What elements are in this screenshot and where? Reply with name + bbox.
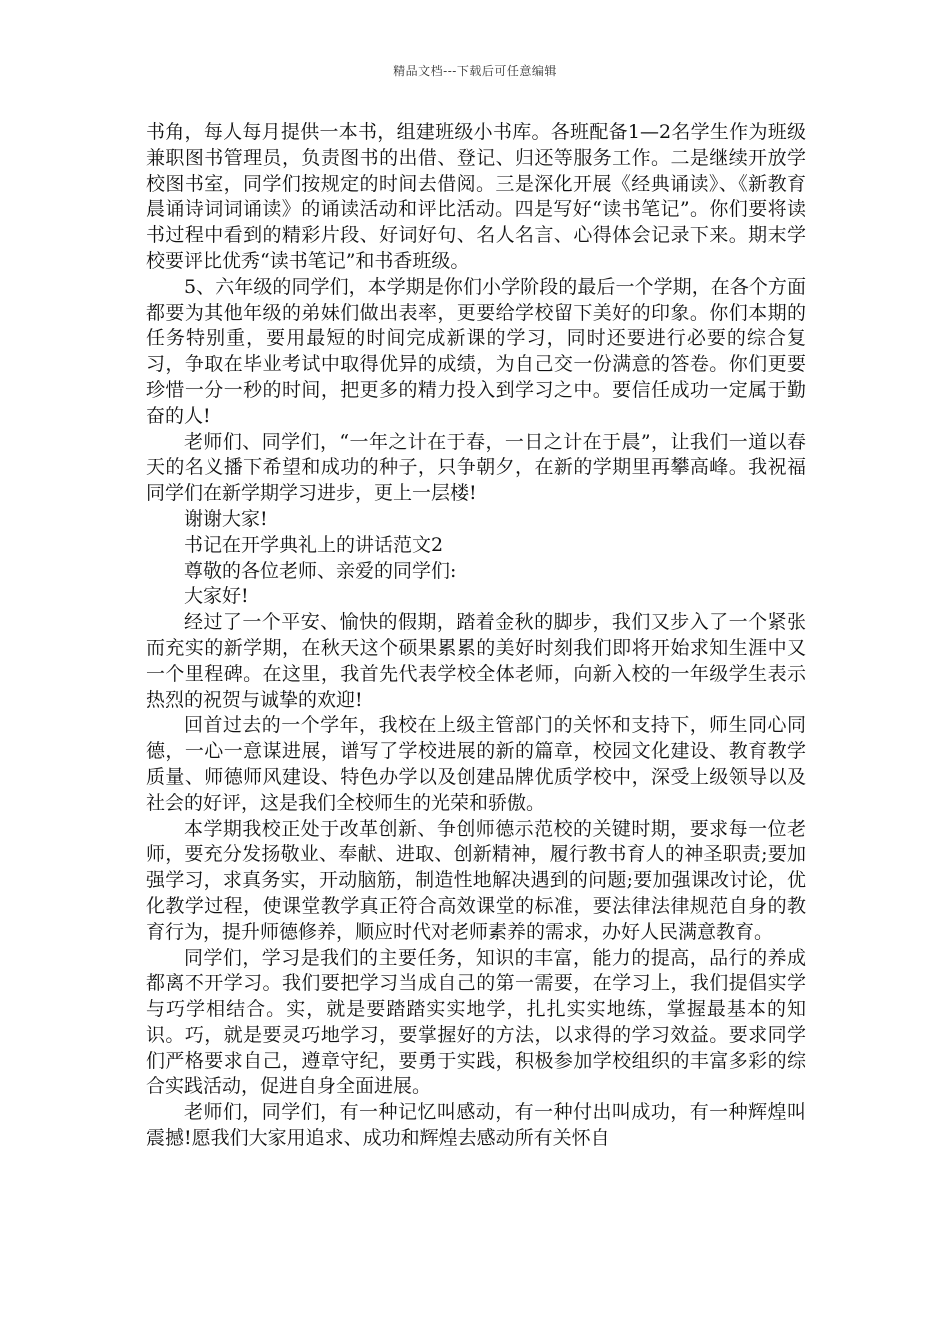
document-body (146, 120, 806, 1152)
page-header: 精品文档---下载后可任意编辑 (393, 64, 557, 78)
paragraph-final: 老师们，同学们，有一种记忆叫感动，有一种付出叫成功，有一种辉煌叫震撼!愿我们大家用追求、成功和辉煌去感动所有关怀自 (146, 1101, 806, 1150)
salutation: 尊敬的各位老师、亲爱的同学们: (184, 559, 457, 582)
paragraph-thanks: 谢谢大家! (184, 507, 268, 530)
paragraph-teachers: 本学期我校正处于改革创新、争创师德示范校的关键时期，要求每一位老师，要充分发扬敬业、奉献、进取、创新精神，履行教书育人的神圣职责;要加强学习，求真务实，开动脑筋，制造性地解决遇到的问题;要加强课改讨论，优化教学过程，使课堂教学真正符合高效课堂的标准，要法律法律规范自身的教育行为，提升师德修养，顺应时代对老师素养的需求，办好人民满意教育。 (146, 817, 806, 943)
greeting: 大家好! (184, 585, 249, 608)
paragraph-grade-six: 5、六年级的同学们，本学期是你们小学阶段的最后一个学期，在各个方面都要为其他年级的弟妹们做出表率，更要给学校留下美好的印象。你们本期的任务特别重，要用最短的时间完成新课的学习，同时还要进行必要的综合复习，争取在毕业考试中取得优异的成绩，为自己交一份满意的答卷。你们更要珍惜一分一秒的时间，把更多的精力投入到学习之中。要信任成功一定属于勤奋的人! (146, 275, 806, 427)
paragraph-welcome: 经过了一个平安、愉快的假期，踏着金秋的脚步，我们又步入了一个紧张而充实的新学期，在秋天这个硕果累累的美好时刻我们即将开始求知生涯中又一个里程碑。在这里，我首先代表学校全体老师，向新入校的一年级学生表示热烈的祝贺与诚挚的欢迎! (146, 611, 806, 711)
paragraph-students: 同学们，学习是我们的主要任务，知识的丰富，能力的提高，品行的养成都离不开学习。我们要把学习当成自己的第一需要，在学习上，我们提倡实学与巧学相结合。实，就是要踏踏实实地学，扎扎实实地练，掌握最基本的知识。巧，就是要灵巧地学习，要掌握好的方法，以求得的学习效益。要求同学们严格要求自己，遵章守纪，要勇于实践，积极参加学校组织的丰富多彩的综合实践活动，促进自身全面进展。 (146, 946, 806, 1098)
paragraph-review: 回首过去的一个学年，我校在上级主管部门的关怀和支持下，师生同心同德，一心一意谋进展，谱写了学校进展的新的篇章，校园文化建设、教育教学质量、师德师风建设、特色办学以及创建品牌优质学校中，深受上级领导以及社会的好评，这是我们全校师生的光荣和骄傲。 (146, 714, 806, 814)
paragraph-closing-wish: 老师们、同学们，“一年之计在于春，一日之计在于晨”，让我们一道以春天的名义播下希望和成功的种子，只争朝夕，在新的学期里再攀高峰。我祝福同学们在新学期学习进步，更上一层楼! (146, 430, 806, 505)
section-title: 书记在开学典礼上的讲话范文2 (184, 533, 444, 556)
paragraph-continuation: 书角，每人每月提供一本书，组建班级小书库。各班配备1—2名学生作为班级兼职图书管理员，负责图书的出借、登记、归还等服务工作。二是继续开放学校图书室，同学们按规定的时间去借阅。三是深化开展《经典诵读》、《新教育晨诵诗词词诵读》的诵读活动和评比活动。四是写好“读书笔记”。你们要将读书过程中看到的精彩片段、好词好句、名人名言、心得体会记录下来。期末学校要评比优秀“读书笔记”和书香班级。 (146, 121, 806, 272)
